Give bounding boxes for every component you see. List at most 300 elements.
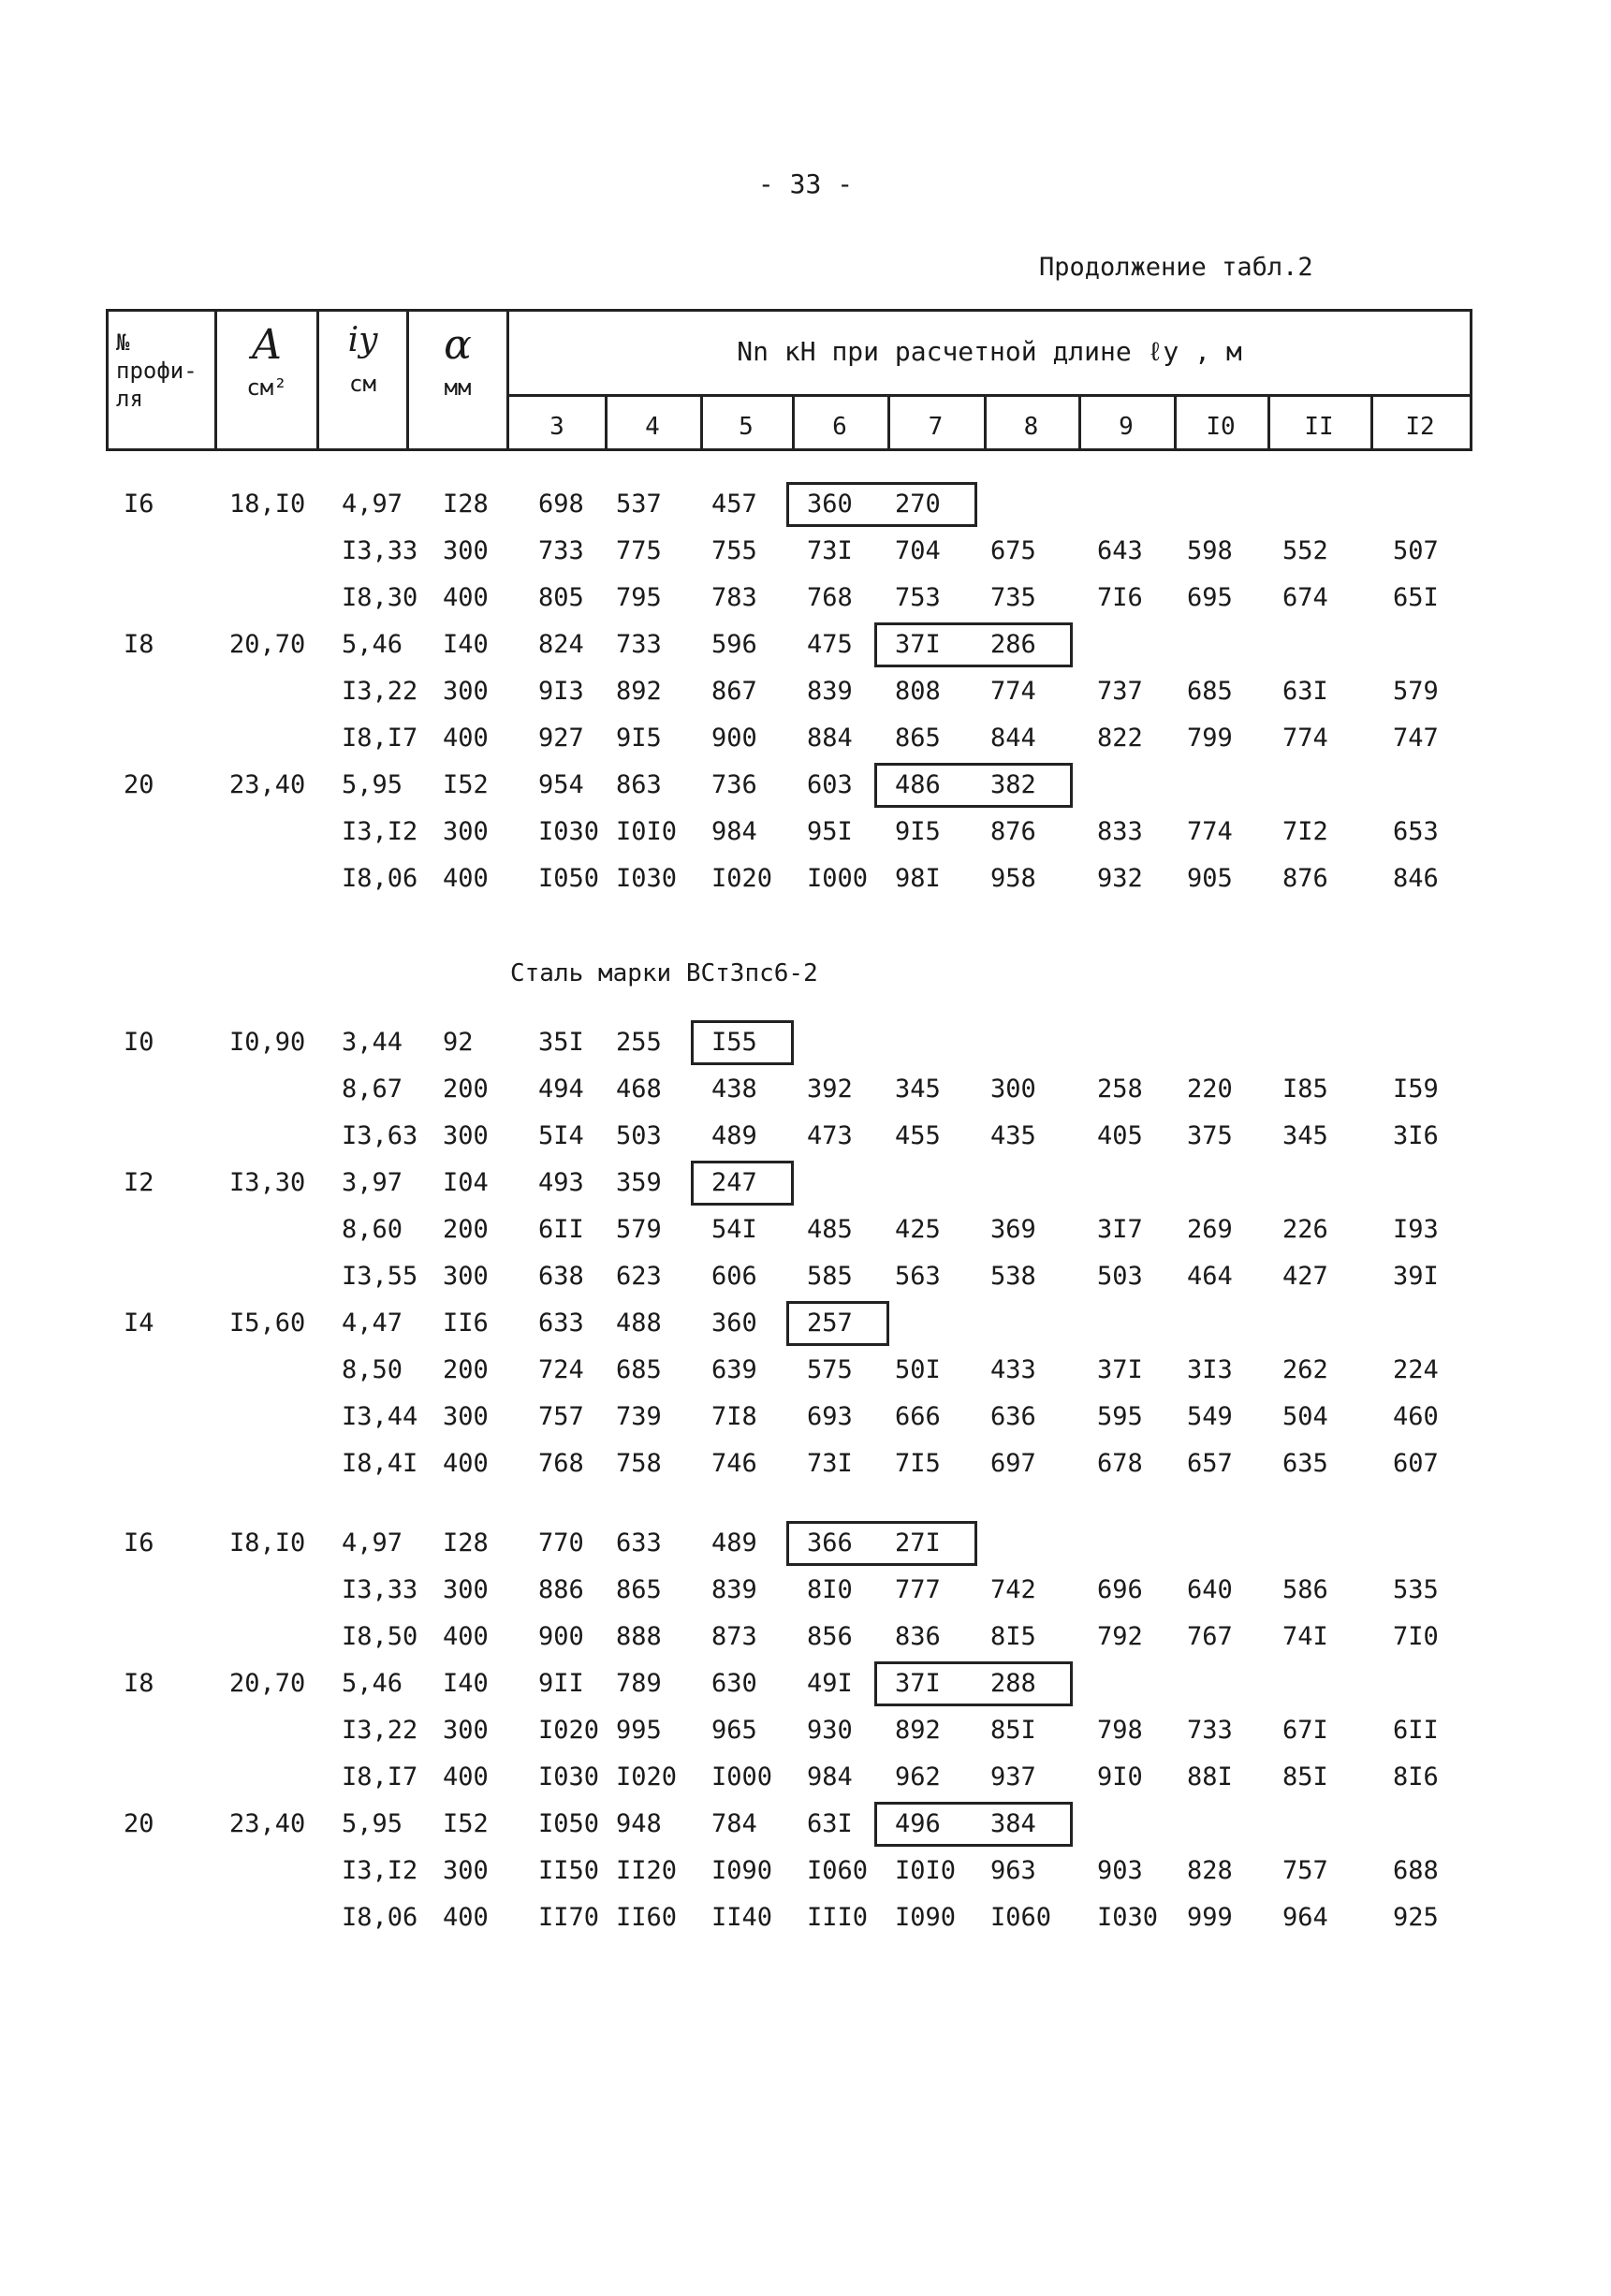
- force-value: 270: [895, 490, 941, 519]
- row-iy: I8,06: [342, 1903, 418, 1932]
- force-value: 846: [1393, 864, 1439, 893]
- force-value: 63I: [1282, 677, 1328, 706]
- force-value: 824: [538, 630, 584, 659]
- row-a: I04: [443, 1168, 489, 1197]
- force-value: 876: [990, 817, 1036, 846]
- row-profile: I0: [124, 1028, 154, 1057]
- alpha-unit: мм: [444, 374, 472, 401]
- force-value: 496: [895, 1809, 941, 1838]
- force-value: 757: [538, 1402, 584, 1431]
- force-value: 5I4: [538, 1121, 584, 1150]
- force-value: 504: [1282, 1402, 1328, 1431]
- length-column-7: 9: [1119, 413, 1134, 441]
- row-a: 300: [443, 677, 489, 706]
- row-iy: I8,30: [342, 583, 418, 612]
- force-value: 435: [990, 1121, 1036, 1150]
- row-iy: I8,50: [342, 1622, 418, 1651]
- force-value: 606: [711, 1262, 757, 1291]
- force-value: 366: [807, 1528, 853, 1557]
- force-value: I060: [807, 1856, 869, 1885]
- force-value: 755: [711, 536, 757, 565]
- force-value: 657: [1187, 1449, 1233, 1478]
- row-profile: 20: [124, 1809, 154, 1838]
- row-a: 300: [443, 1402, 489, 1431]
- force-value: 50I: [895, 1355, 941, 1384]
- force-value: 596: [711, 630, 757, 659]
- force-value: 865: [895, 724, 941, 753]
- row-iy: 5,46: [342, 630, 403, 659]
- row-a: 400: [443, 1903, 489, 1932]
- force-value: 653: [1393, 817, 1439, 846]
- force-value: II60: [616, 1903, 678, 1932]
- row-a: 400: [443, 1449, 489, 1478]
- force-value: II70: [538, 1903, 600, 1932]
- length-column-10: I2: [1405, 413, 1435, 441]
- row-profile: I2: [124, 1168, 154, 1197]
- alpha-symbol: α: [444, 321, 472, 369]
- force-value: 774: [1282, 724, 1328, 753]
- force-value: 770: [538, 1528, 584, 1557]
- force-value: 795: [616, 583, 662, 612]
- area-symbol: A: [252, 321, 282, 369]
- row-area: 18,I0: [229, 490, 306, 519]
- force-value: 695: [1187, 583, 1233, 612]
- steel-grade-caption: Сталь марки ВСт3пс6-2: [510, 959, 818, 987]
- force-value: 85I: [990, 1716, 1036, 1745]
- force-value: 767: [1187, 1622, 1233, 1651]
- force-value: 9I5: [895, 817, 941, 846]
- force-value: 775: [616, 536, 662, 565]
- row-iy: 5,95: [342, 1809, 403, 1838]
- force-value: 67I: [1282, 1716, 1328, 1745]
- force-value: 925: [1393, 1903, 1439, 1932]
- force-value: 9II: [538, 1669, 584, 1698]
- force-value: 984: [807, 1762, 853, 1791]
- row-a: 300: [443, 817, 489, 846]
- force-value: 905: [1187, 864, 1233, 893]
- iy-header: [319, 321, 406, 397]
- force-value: 768: [807, 583, 853, 612]
- force-value: 7I8: [711, 1402, 757, 1431]
- force-value: 95I: [807, 817, 853, 846]
- force-value: 552: [1282, 536, 1328, 565]
- force-value: I090: [711, 1856, 773, 1885]
- force-value: 360: [807, 490, 853, 519]
- force-value: 685: [616, 1355, 662, 1384]
- force-value: 685: [1187, 677, 1233, 706]
- force-value: 269: [1187, 1215, 1233, 1244]
- force-value: 579: [1393, 677, 1439, 706]
- row-iy: I3,22: [342, 1716, 418, 1745]
- length-column-divider: [1267, 397, 1270, 448]
- force-value: 54I: [711, 1215, 757, 1244]
- force-value: 774: [1187, 817, 1233, 846]
- row-area: 20,70: [229, 630, 306, 659]
- force-value: 345: [895, 1075, 941, 1104]
- force-value: 65I: [1393, 583, 1439, 612]
- force-value: 37I: [895, 630, 941, 659]
- force-value: 746: [711, 1449, 757, 1478]
- force-value: 433: [990, 1355, 1036, 1384]
- force-value: 784: [711, 1809, 757, 1838]
- force-value: 392: [807, 1075, 853, 1104]
- length-column-2: 4: [645, 413, 660, 441]
- force-value: 954: [538, 770, 584, 799]
- force-value: 73I: [807, 536, 853, 565]
- force-value: 300: [990, 1075, 1036, 1104]
- force-value: 774: [990, 677, 1036, 706]
- length-column-6: 8: [1023, 413, 1039, 441]
- force-value: 7I6: [1097, 583, 1143, 612]
- row-a: 300: [443, 1716, 489, 1745]
- force-value: 753: [895, 583, 941, 612]
- row-iy: I3,I2: [342, 817, 418, 846]
- boxed-value-frame: [786, 1521, 977, 1566]
- force-value: 8I6: [1393, 1762, 1439, 1791]
- force-value: 535: [1393, 1575, 1439, 1604]
- row-a: II6: [443, 1309, 489, 1338]
- force-value: I090: [895, 1903, 957, 1932]
- force-value: 777: [895, 1575, 941, 1604]
- force-value: 3I6: [1393, 1121, 1439, 1150]
- boxed-value-frame: [691, 1161, 794, 1206]
- area-unit: см²: [246, 374, 287, 401]
- force-value: 675: [990, 536, 1036, 565]
- force-value: 735: [990, 583, 1036, 612]
- force-value: 900: [711, 724, 757, 753]
- force-value: 697: [990, 1449, 1036, 1478]
- force-value: 733: [1187, 1716, 1233, 1745]
- force-value: 696: [1097, 1575, 1143, 1604]
- force-value: 39I: [1393, 1262, 1439, 1291]
- row-area: I0,90: [229, 1028, 306, 1057]
- length-column-divider: [1078, 397, 1081, 448]
- force-value: I85: [1282, 1075, 1328, 1104]
- force-value: 359: [616, 1168, 662, 1197]
- force-value: 932: [1097, 864, 1143, 893]
- force-value: 833: [1097, 817, 1143, 846]
- force-value: 493: [538, 1168, 584, 1197]
- force-value: 688: [1393, 1856, 1439, 1885]
- force-value: 962: [895, 1762, 941, 1791]
- force-value: 3I7: [1097, 1215, 1143, 1244]
- force-value: 360: [711, 1309, 757, 1338]
- length-column-divider: [605, 397, 608, 448]
- force-value: 865: [616, 1575, 662, 1604]
- force-value: 538: [990, 1262, 1036, 1291]
- force-value: 7I0: [1393, 1622, 1439, 1651]
- alpha-header: [409, 321, 506, 401]
- profile-header-line: №: [116, 329, 130, 356]
- force-value: 965: [711, 1716, 757, 1745]
- force-value: 427: [1282, 1262, 1328, 1291]
- force-value: 486: [895, 770, 941, 799]
- force-value: 27I: [895, 1528, 941, 1557]
- force-value: 88I: [1187, 1762, 1233, 1791]
- row-area: 23,40: [229, 770, 306, 799]
- force-value: 485: [807, 1215, 853, 1244]
- row-a: I52: [443, 770, 489, 799]
- force-value: 7I5: [895, 1449, 941, 1478]
- row-a: 200: [443, 1355, 489, 1384]
- force-value: 758: [616, 1449, 662, 1478]
- row-iy: I8,I7: [342, 1762, 418, 1791]
- force-value: 384: [990, 1809, 1036, 1838]
- force-value: 742: [990, 1575, 1036, 1604]
- force-value: 74I: [1282, 1622, 1328, 1651]
- force-value: 995: [616, 1716, 662, 1745]
- length-column-divider: [1174, 397, 1177, 448]
- length-column-4: 6: [832, 413, 847, 441]
- row-area: I5,60: [229, 1309, 306, 1338]
- boxed-value-frame: [874, 622, 1073, 667]
- force-value: 633: [538, 1309, 584, 1338]
- force-value: 900: [538, 1622, 584, 1651]
- force-value: 822: [1097, 724, 1143, 753]
- force-value: 425: [895, 1215, 941, 1244]
- force-value: 475: [807, 630, 853, 659]
- row-area: 20,70: [229, 1669, 306, 1698]
- force-value: 37I: [895, 1669, 941, 1698]
- force-value: 586: [1282, 1575, 1328, 1604]
- iy-unit: см: [349, 371, 376, 397]
- row-iy: 3,44: [342, 1028, 403, 1057]
- force-value: 892: [895, 1716, 941, 1745]
- force-value: 503: [1097, 1262, 1143, 1291]
- page-number: - 33 -: [757, 168, 854, 199]
- force-value: 464: [1187, 1262, 1233, 1291]
- force-value: 733: [538, 536, 584, 565]
- force-value: 737: [1097, 677, 1143, 706]
- force-value: 999: [1187, 1903, 1233, 1932]
- length-column-5: 7: [928, 413, 944, 441]
- force-value: 733: [616, 630, 662, 659]
- boxed-value-frame: [874, 1661, 1073, 1706]
- row-a: 300: [443, 1575, 489, 1604]
- force-value: 789: [616, 1669, 662, 1698]
- force-value: I060: [990, 1903, 1052, 1932]
- profile-header-line: профи-: [116, 358, 198, 384]
- force-header: Nn кН при расчетной длине ℓy , м: [737, 336, 1242, 367]
- force-value: 739: [616, 1402, 662, 1431]
- row-profile: I6: [124, 1528, 154, 1557]
- force-value: 856: [807, 1622, 853, 1651]
- force-value: III0: [807, 1903, 869, 1932]
- force-value: 863: [616, 770, 662, 799]
- force-value: 792: [1097, 1622, 1143, 1651]
- force-value: 503: [616, 1121, 662, 1150]
- row-area: 23,40: [229, 1809, 306, 1838]
- row-iy: I3,I2: [342, 1856, 418, 1885]
- boxed-value-frame: [874, 763, 1073, 808]
- force-value: 8I5: [990, 1622, 1036, 1651]
- force-value: 666: [895, 1402, 941, 1431]
- row-a: 92: [443, 1028, 474, 1057]
- force-value: 598: [1187, 536, 1233, 565]
- force-value: I020: [711, 864, 773, 893]
- force-value: 747: [1393, 724, 1439, 753]
- force-value: 455: [895, 1121, 941, 1150]
- force-value: 844: [990, 724, 1036, 753]
- force-value: 867: [711, 677, 757, 706]
- force-value: 888: [616, 1622, 662, 1651]
- force-value: I020: [538, 1716, 600, 1745]
- length-column-8: I0: [1206, 413, 1236, 441]
- row-iy: 5,95: [342, 770, 403, 799]
- force-value: 507: [1393, 536, 1439, 565]
- force-value: 369: [990, 1215, 1036, 1244]
- row-iy: 8,67: [342, 1075, 403, 1104]
- force-value: I000: [807, 864, 869, 893]
- row-profile: I8: [124, 1669, 154, 1698]
- force-value: 258: [1097, 1075, 1143, 1104]
- header-subdivider: [506, 394, 1470, 397]
- force-value: 603: [807, 770, 853, 799]
- row-iy: I3,44: [342, 1402, 418, 1431]
- force-value: 643: [1097, 536, 1143, 565]
- row-a: I28: [443, 490, 489, 519]
- force-value: 255: [616, 1028, 662, 1057]
- force-value: 892: [616, 677, 662, 706]
- force-value: 489: [711, 1121, 757, 1150]
- force-value: 964: [1282, 1903, 1328, 1932]
- force-value: 288: [990, 1669, 1036, 1698]
- force-value: 494: [538, 1075, 584, 1104]
- force-value: 226: [1282, 1215, 1328, 1244]
- force-value: 37I: [1097, 1355, 1143, 1384]
- force-value: I0I0: [616, 817, 678, 846]
- row-iy: I3,55: [342, 1262, 418, 1291]
- row-a: 300: [443, 1121, 489, 1150]
- force-value: 438: [711, 1075, 757, 1104]
- length-column-divider: [700, 397, 703, 448]
- force-value: I030: [616, 864, 678, 893]
- boxed-value-frame: [786, 1301, 889, 1346]
- row-a: 400: [443, 1762, 489, 1791]
- force-value: 460: [1393, 1402, 1439, 1431]
- force-value: 638: [538, 1262, 584, 1291]
- length-column-3: 5: [739, 413, 754, 441]
- length-column-1: 3: [549, 413, 564, 441]
- force-value: I0I0: [895, 1856, 957, 1885]
- force-value: 839: [711, 1575, 757, 1604]
- force-value: 937: [990, 1762, 1036, 1791]
- force-value: 886: [538, 1575, 584, 1604]
- force-value: 35I: [538, 1028, 584, 1057]
- force-value: 640: [1187, 1575, 1233, 1604]
- force-value: 220: [1187, 1075, 1233, 1104]
- force-value: 958: [990, 864, 1036, 893]
- force-value: 6II: [1393, 1716, 1439, 1745]
- force-value: 8I0: [807, 1575, 853, 1604]
- profile-header-line: ля: [116, 386, 143, 412]
- force-value: 473: [807, 1121, 853, 1150]
- table-continuation-caption: Продолжение табл.2: [1039, 253, 1313, 282]
- force-value: I030: [538, 817, 600, 846]
- force-value: 693: [807, 1402, 853, 1431]
- row-iy: 8,60: [342, 1215, 403, 1244]
- force-value: 585: [807, 1262, 853, 1291]
- force-value: I000: [711, 1762, 773, 1791]
- boxed-value-frame: [786, 482, 977, 527]
- row-iy: I8,I7: [342, 724, 418, 753]
- row-iy: I8,06: [342, 864, 418, 893]
- force-value: 3I3: [1187, 1355, 1233, 1384]
- force-value: 736: [711, 770, 757, 799]
- row-area: I3,30: [229, 1168, 306, 1197]
- length-column-divider: [984, 397, 987, 448]
- force-value: 808: [895, 677, 941, 706]
- force-value: 537: [616, 490, 662, 519]
- boxed-value-frame: [691, 1020, 794, 1065]
- force-value: 927: [538, 724, 584, 753]
- force-value: I93: [1393, 1215, 1439, 1244]
- row-a: 200: [443, 1215, 489, 1244]
- force-value: 7I2: [1282, 817, 1328, 846]
- row-profile: I4: [124, 1309, 154, 1338]
- force-value: 836: [895, 1622, 941, 1651]
- force-value: 799: [1187, 724, 1233, 753]
- force-value: 698: [538, 490, 584, 519]
- row-iy: 4,97: [342, 1528, 403, 1557]
- force-value: 704: [895, 536, 941, 565]
- profile-header: [116, 329, 210, 413]
- row-iy: 8,50: [342, 1355, 403, 1384]
- force-value: 768: [538, 1449, 584, 1478]
- force-value: I030: [1097, 1903, 1159, 1932]
- force-value: 805: [538, 583, 584, 612]
- force-value: 375: [1187, 1121, 1233, 1150]
- row-profile: I6: [124, 490, 154, 519]
- force-value: 49I: [807, 1669, 853, 1698]
- force-value: 963: [990, 1856, 1036, 1885]
- row-iy: 5,46: [342, 1669, 403, 1698]
- force-value: 623: [616, 1262, 662, 1291]
- force-value: 9I5: [616, 724, 662, 753]
- force-value: 257: [807, 1309, 853, 1338]
- force-value: II50: [538, 1856, 600, 1885]
- force-value: 724: [538, 1355, 584, 1384]
- iy-symbol: iy: [347, 321, 378, 359]
- row-iy: I3,22: [342, 677, 418, 706]
- force-value: II40: [711, 1903, 773, 1932]
- row-a: 400: [443, 583, 489, 612]
- row-a: 300: [443, 536, 489, 565]
- force-value: 607: [1393, 1449, 1439, 1478]
- force-value: I050: [538, 1809, 600, 1838]
- row-a: 400: [443, 1622, 489, 1651]
- force-value: 678: [1097, 1449, 1143, 1478]
- force-value: 930: [807, 1716, 853, 1745]
- force-value: 639: [711, 1355, 757, 1384]
- boxed-value-frame: [874, 1802, 1073, 1847]
- force-value: 405: [1097, 1121, 1143, 1150]
- force-value: 85I: [1282, 1762, 1328, 1791]
- force-value: I59: [1393, 1075, 1439, 1104]
- force-value: 9I3: [538, 677, 584, 706]
- force-value: 488: [616, 1309, 662, 1338]
- force-value: I050: [538, 864, 600, 893]
- row-a: I40: [443, 630, 489, 659]
- force-value: 948: [616, 1809, 662, 1838]
- force-value: 286: [990, 630, 1036, 659]
- force-value: 6II: [538, 1215, 584, 1244]
- force-value: 839: [807, 677, 853, 706]
- row-a: I40: [443, 1669, 489, 1698]
- force-value: 757: [1282, 1856, 1328, 1885]
- row-iy: 4,97: [342, 490, 403, 519]
- table-header: [106, 309, 1472, 451]
